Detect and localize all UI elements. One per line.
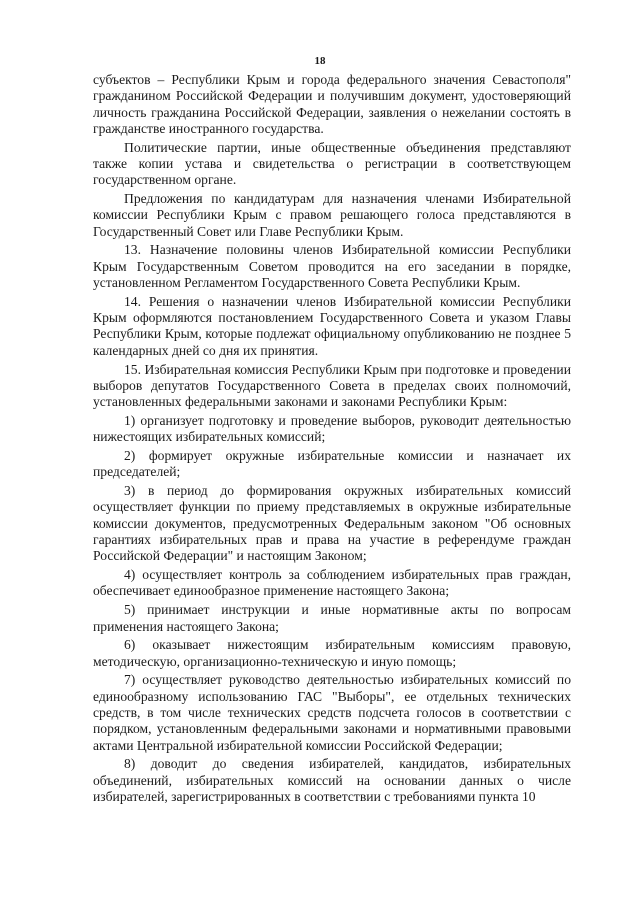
list-item-6: 6) оказывает нижестоящим избирательным комиссиям правовую, методическую, организационно-техническую и иную помощь; (93, 637, 571, 669)
paragraph-item-15: 15. Избирательная комиссия Республики Крым при подготовке и проведении выборов депутатов Государственного Совета в пределах своих полномочий, установленных федеральными законами и законами Республики Крым: (93, 361, 571, 410)
list-item-5: 5) принимает инструкции и иные нормативные акты по вопросам применения настоящего Закона; (93, 602, 571, 634)
document-body (93, 72, 571, 808)
list-item-8: 8) доводит до сведения избирателей, кандидатов, избирательных объединений, избирательных комиссий на основании данных о числе избирателей, зарегистрированных в соответствии с требованиями пункта 10 (93, 756, 571, 804)
list-item-1: 1) организует подготовку и проведение выборов, руководит деятельностью нижестоящих избирательных комиссий; (93, 412, 571, 445)
page-number: 18 (314, 55, 326, 67)
paragraph-item-14: 14. Решения о назначении членов Избирательной комиссии Республики Крым оформляются постановлением Государственного Совета и указом Главы Республики Крым, которые подлежат официальному опубликованию не позднее 5 календарных дней со дня их принятия. (93, 293, 571, 358)
paragraph-continuation: субъектов – Республики Крым и города федерального значения Севастополя" гражданином Российской Федерации и получившим документ, удостоверяющий личность гражданина Российской Федерации, заявления о нежелании состоять в гражданстве иностранного государства. (93, 72, 571, 136)
paragraph-item-13: 13. Назначение половины членов Избирательной комиссии Республики Крым Государственным Советом проводится на его заседании в порядке, установленном Регламентом Государственного Совета Республики Крым. (93, 242, 571, 291)
list-item-7: 7) осуществляет руководство деятельностью избирательных комиссий по единообразному использованию ГАС "Выборы", ее отдельных технических средств, в том числе технических средств подсчета голосов в соответствии с порядком, установленным федеральными законами и нормативными правовыми актами Центральной избирательной комиссии Российской Федерации; (93, 672, 571, 753)
list-item-4: 4) осуществляет контроль за соблюдением избирательных прав граждан, обеспечивает единообразное применение настоящего Закона; (93, 567, 571, 599)
list-item-2: 2) формирует окружные избирательные комиссии и назначает их председателей; (93, 448, 571, 480)
paragraph: Предложения по кандидатурам для назначения членами Избирательной комиссии Республики Крым с правом решающего голоса представляются в Государственный Совет или Главе Республики Крым. (93, 191, 571, 239)
list-item-3: 3) в период до формирования окружных избирательных комиссий осуществляет функции по приему представляемых в окружные избирательные комиссии документов, предусмотренных Федеральным законом "Об основных гарантиях избирательных прав и права на участие в референдуме граждан Российской Федерации" и настоящим Законом; (93, 483, 571, 564)
paragraph: Политические партии, иные общественные объединения представляют также копии устава и свидетельства о регистрации в соответствующем государственном органе. (93, 139, 571, 188)
